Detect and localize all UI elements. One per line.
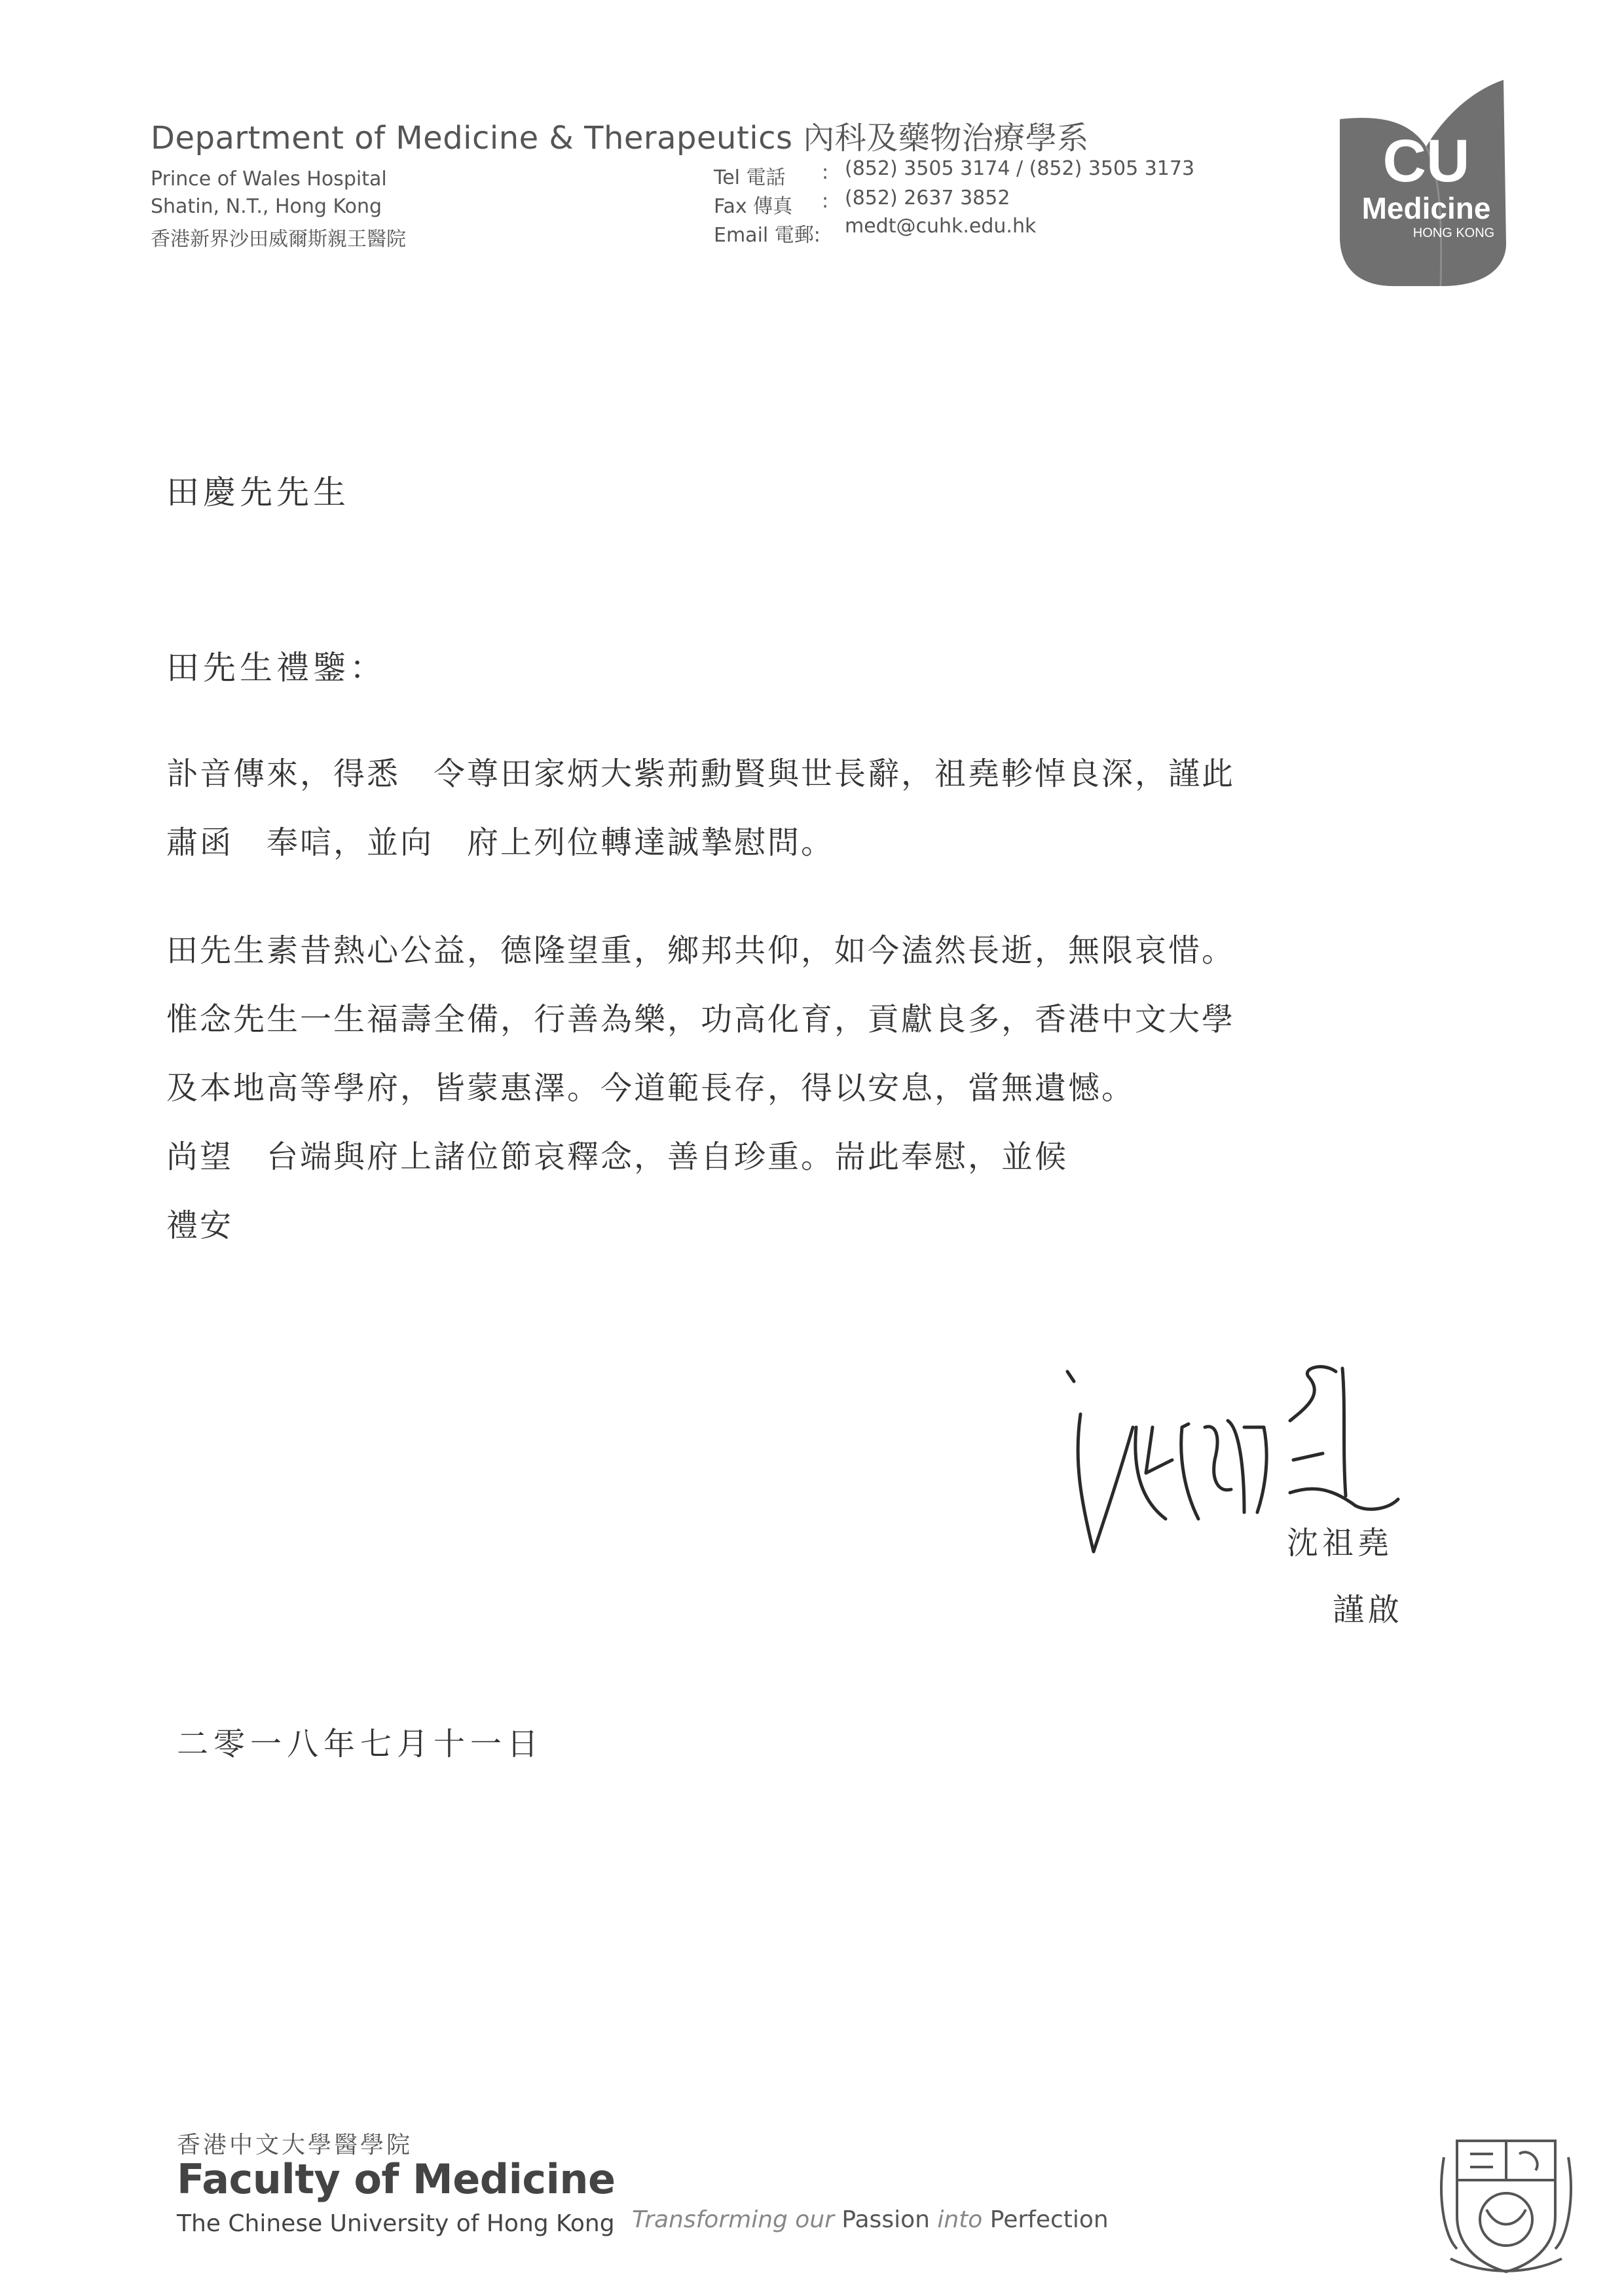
department-title: Department of Medicine & Therapeutics 內科及藥物治療學系 [151, 120, 1089, 156]
faculty-chinese-name: 香港中文大學醫學院 [177, 2132, 413, 2159]
paragraph-2-line-1: 田先生素昔熱心公益，德隆望重，鄉邦共仰，如今溘然長逝，無限哀惜。 [166, 932, 1236, 969]
logo-hongkong-text: HONG KONG [1412, 226, 1495, 240]
tagline-word-4: Perfection [989, 2206, 1109, 2233]
paragraph-2-line-3: 及本地高等學府，皆蒙惠澤。今道範長存，得以安息，當無遺憾。 [166, 1070, 1135, 1106]
tagline-word-3: into [937, 2206, 983, 2233]
paragraph-2 [166, 917, 1235, 1260]
tagline [632, 2206, 1109, 2233]
tel-value: (852) 3505 3174 / (852) 3505 3173 [845, 157, 1195, 180]
salutation: 田慶先先生 [166, 473, 350, 511]
signer-name: 沈祖堯 [1287, 1525, 1393, 1561]
tel-label: Tel 電話 [714, 166, 786, 189]
fax-colon: : [822, 190, 829, 213]
greeting: 田先生禮鑒： [166, 649, 386, 687]
logo-medicine-text: Medicine [1361, 191, 1491, 225]
paragraph-1-line-2: 肅函 奉唁，並向 府上列位轉達誠摯慰問。 [166, 824, 835, 861]
email-value: medt@cuhk.edu.hk [845, 215, 1037, 238]
faculty-english-name: Faculty of Medicine [177, 2155, 616, 2203]
signoff: 謹啟 [1333, 1592, 1404, 1628]
logo-cu-text: CU [1382, 128, 1470, 194]
tagline-word-2: Passion [841, 2206, 930, 2233]
paragraph-1-line-1: 訃音傳來，得悉 令尊田家炳大紫荊勳賢與世長辭，祖堯軫悼良深，謹此 [166, 756, 1236, 792]
paragraph-2-line-4: 尚望 台端與府上諸位節哀釋念，善自珍重。耑此奉慰，並候 [166, 1139, 1069, 1175]
tagline-word-1: Transforming our [632, 2206, 834, 2233]
paragraph-1 [166, 740, 1235, 877]
paragraph-2-line-5: 禮安 [166, 1207, 234, 1244]
letter-date: 二零一八年七月十一日 [177, 1726, 544, 1762]
fax-label: Fax 傳真 [714, 195, 793, 218]
cuhk-crest-icon [1431, 2118, 1581, 2282]
address-line-2: Shatin, N.T., Hong Kong [151, 195, 382, 218]
paragraph-2-line-2: 惟念先生一生福壽全備，行善為樂，功高化育，貢獻良多，香港中文大學 [166, 1001, 1236, 1038]
cu-medicine-logo [1328, 73, 1515, 293]
tel-colon: : [822, 161, 829, 184]
address-line-1: Prince of Wales Hospital [151, 168, 387, 191]
university-name: The Chinese University of Hong Kong [177, 2210, 615, 2237]
email-label: Email 電郵: [714, 224, 821, 247]
fax-value: (852) 2637 3852 [845, 187, 1010, 210]
address-line-3: 香港新界沙田威爾斯親王醫院 [151, 228, 406, 251]
